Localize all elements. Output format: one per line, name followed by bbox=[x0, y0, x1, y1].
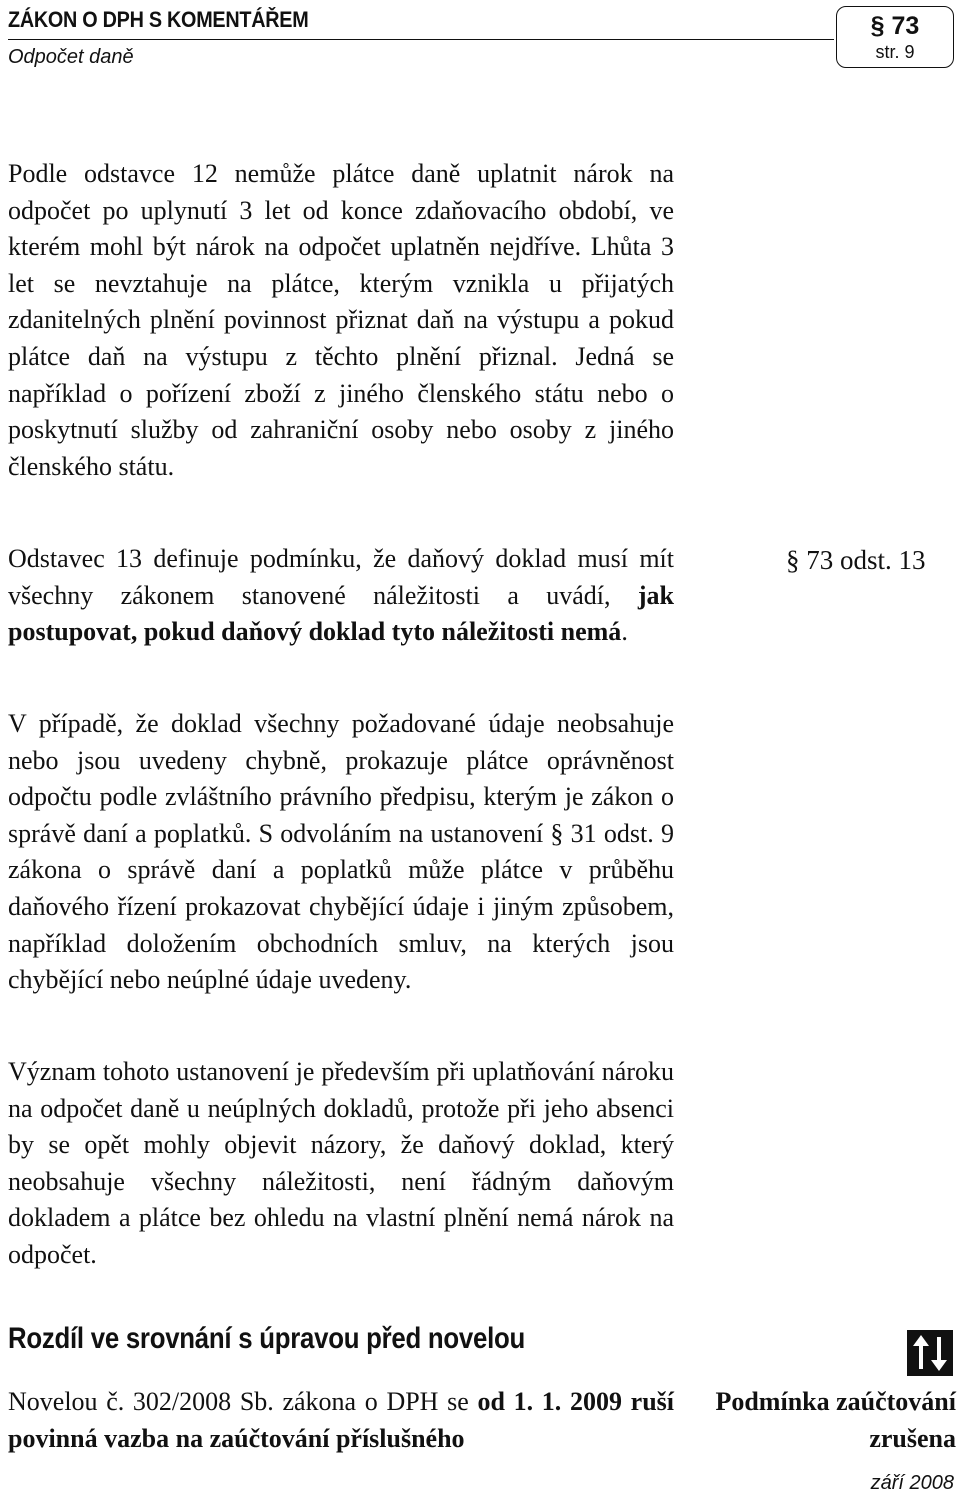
side-reference: § 73 odst. 13 bbox=[786, 545, 926, 575]
paragraph-2 bbox=[8, 541, 674, 651]
page-number: str. 9 bbox=[875, 42, 915, 62]
paragraph-2-lead: Odstavec 13 definuje podmínku, že daňový doklad musí mít všechny zákonem stanovené náležitosti a uvádí, bbox=[8, 544, 674, 610]
header-rule bbox=[8, 39, 834, 40]
paragraph-1: Podle odstavce 12 nemůže plátce daně uplatnit nárok na odpočet po uplynutí 3 let od konce zdaňovacího období, ve kterém mohl být nárok na odpočet uplatněn nejdříve. Lhůta 3 let se nevztahuje na plátce, kterým vznikla u přijatých zdanitelných plnění povinnost přiznat daň na výstupu a pokud plátce daň na výstupu z těchto plnění přiznal. Jedná se například o pořízení zboží z jiného členského státu nebo o poskytnutí služby od zahraniční osoby nebo osoby z jiného členského státu. bbox=[8, 159, 674, 481]
final-paragraph bbox=[8, 1384, 674, 1457]
final-bold: od 1. 1. 2009 ruší povinná vazba na zaúčtování příslušného bbox=[8, 1387, 674, 1453]
chapter-subtitle: Odpočet daně bbox=[8, 46, 134, 68]
footer-date: září 2008 bbox=[870, 1472, 954, 1494]
paragraph-2-end: . bbox=[621, 617, 628, 647]
final-lead: Novelou č. 302/2008 Sb. zákona o DPH se bbox=[8, 1387, 478, 1416]
section-page-box bbox=[836, 6, 954, 68]
paragraph-2-bold: jak postupovat, pokud daňový doklad tyto náležitosti nemá bbox=[8, 580, 674, 647]
section-number: § 73 bbox=[870, 12, 920, 40]
book-title: ZÁKON O DPH S KOMENTÁŘEM bbox=[8, 7, 309, 32]
up-down-arrows-icon bbox=[907, 1330, 953, 1376]
paragraph-3: V případě, že doklad všechny požadované údaje neobsahuje nebo jsou uvedeny chybně, prokazuje plátce oprávněnost odpočtu podle zvláštního právního předpisu, kterým je zákon o správě daní a poplatků. S odvoláním na ustanovení § 31 odst. 9 zákona o správě daní a poplatků může plátce v průběhu daňového řízení prokazovat chybějící údaje i jiným způsobem, například doložením obchodních smluv, na kterých jsou chybějící nebo neúplné údaje uvedeny. bbox=[8, 709, 674, 995]
section-heading: Rozdíl ve srovnání s úpravou před novelou bbox=[8, 1322, 525, 1355]
paragraph-4: Význam tohoto ustanovení je především při uplatňování nároku na odpočet daně u neúplných dokladů, protože při jeho absenci by se opět mohly objevit názory, že daňový doklad, který neobsahuje všechny náležitosti, není řádným daňovým dokladem a plátce bez ohledu na vlastní plnění nemá nárok na odpočet. bbox=[8, 1057, 674, 1269]
page-header bbox=[8, 6, 828, 68]
side-note: Podmínka zaúčtování zrušena bbox=[715, 1387, 956, 1453]
